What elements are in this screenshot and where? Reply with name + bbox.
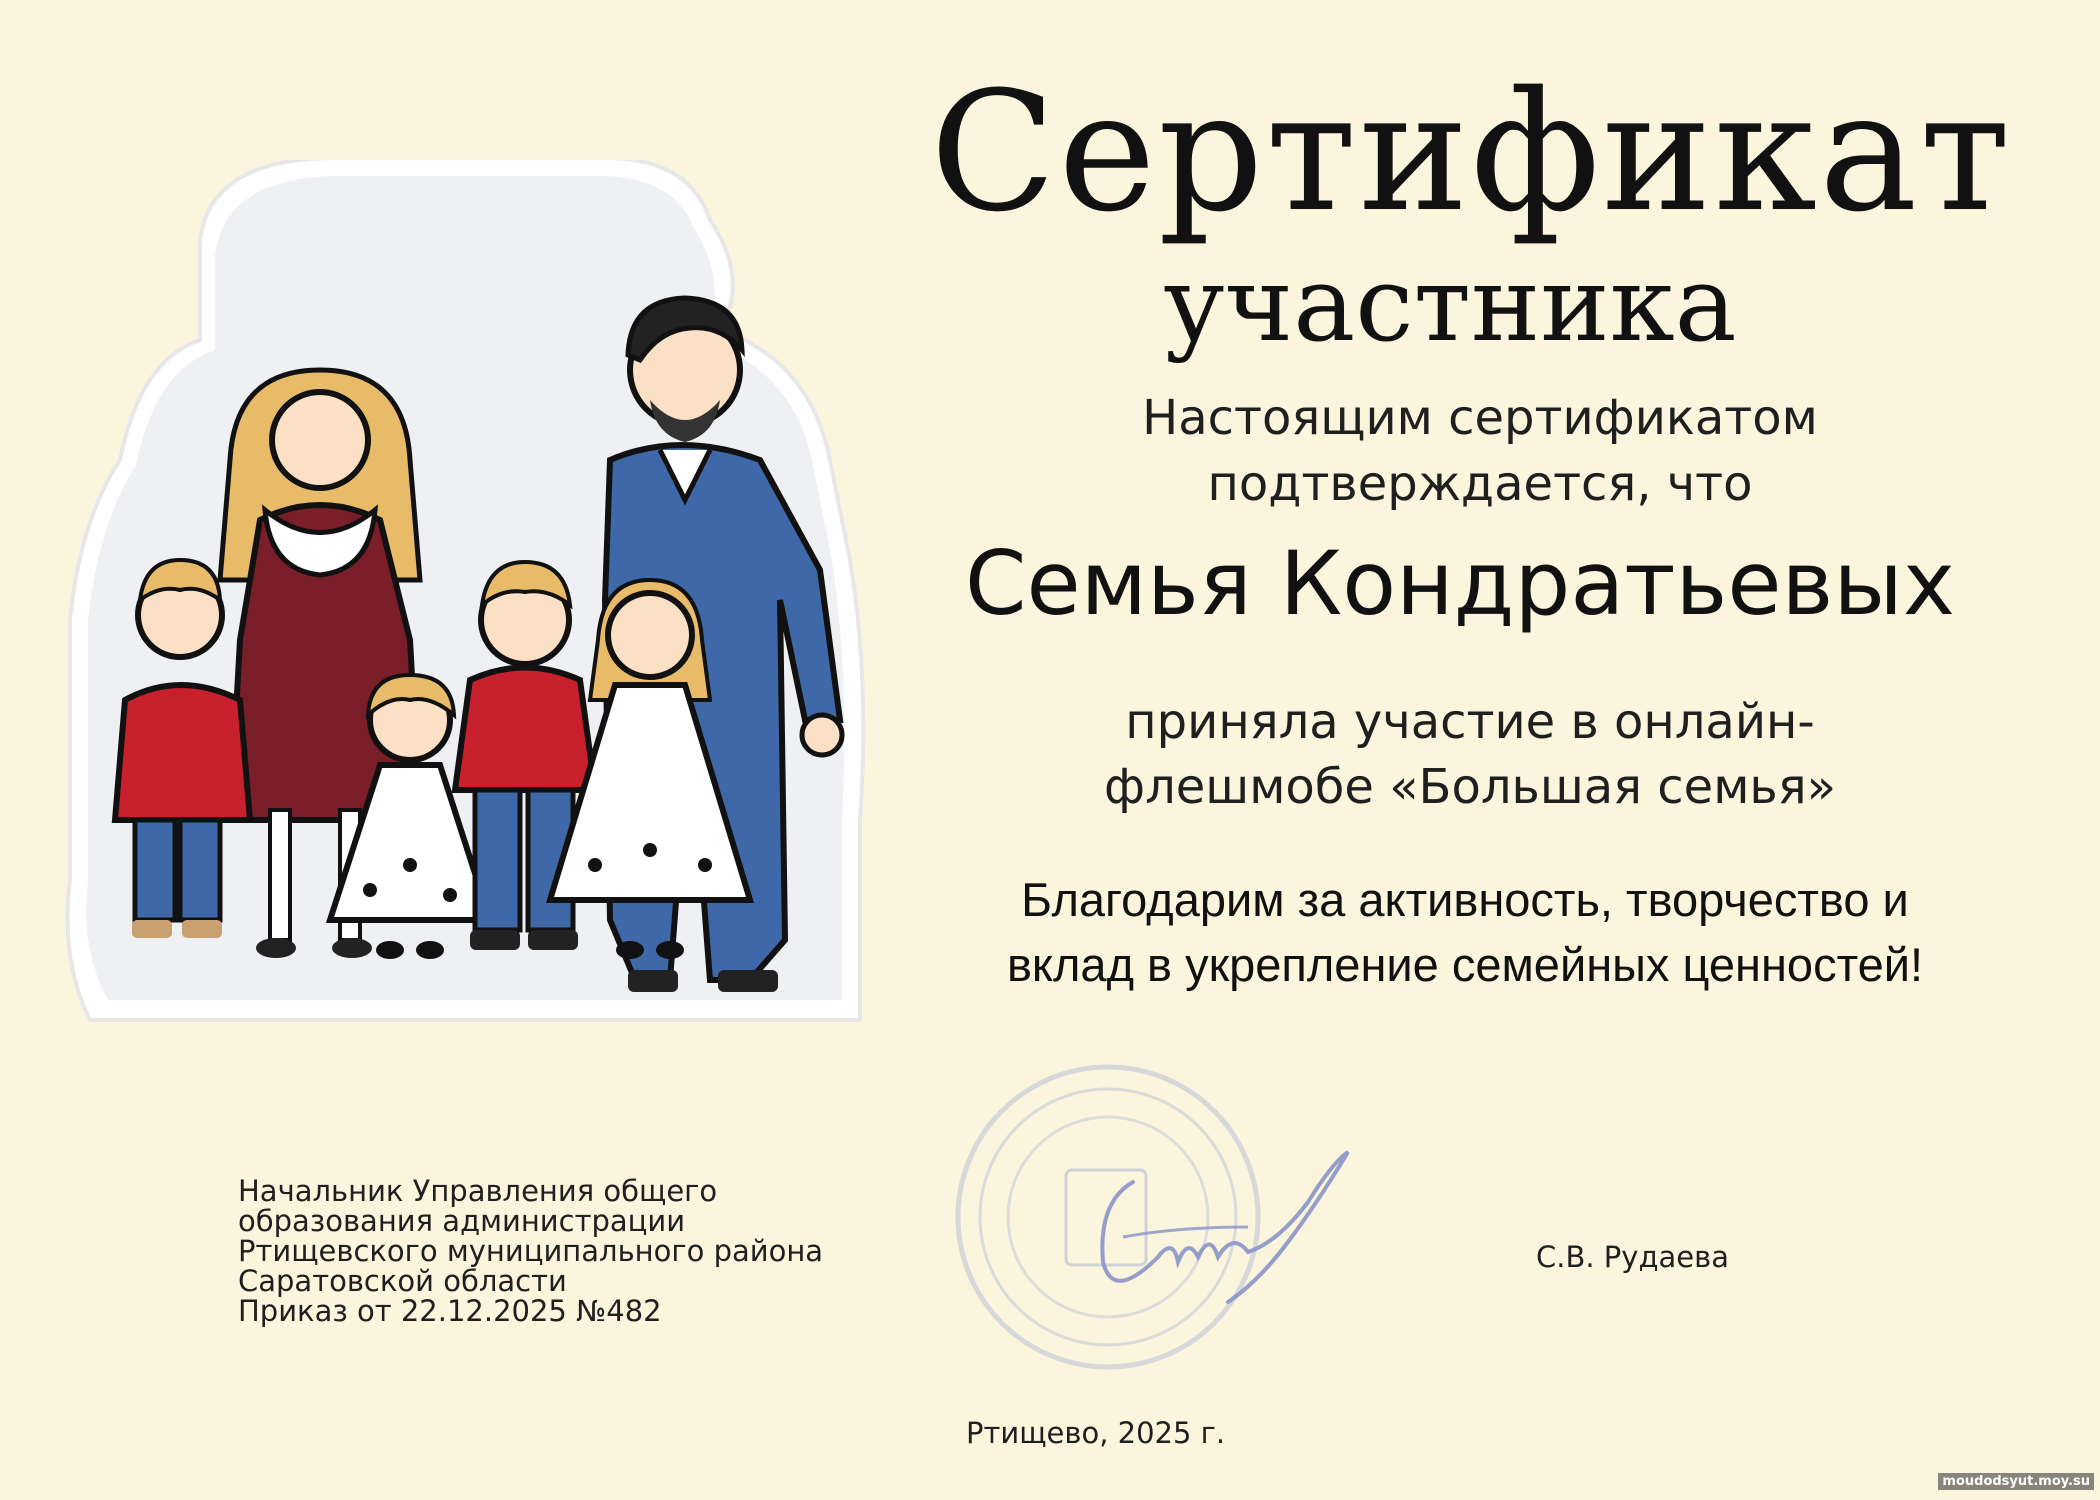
- intro-text: [990, 385, 1970, 517]
- signer-line-5: Приказ от 22.12.2025 №482: [238, 1294, 662, 1328]
- event-text: [960, 690, 1980, 820]
- thanks-text: [920, 867, 2010, 997]
- event-line-2: флешмобе «Большая семья»: [1104, 759, 1836, 815]
- signer-line-3: Ртищевского муниципального района: [238, 1234, 824, 1268]
- signer-line-1: Начальник Управления общего: [238, 1174, 718, 1208]
- recipient-name: Семья Кондратьевых: [965, 532, 1955, 635]
- official-seal-icon: [948, 1052, 1418, 1402]
- event-line-1: приняла участие в онлайн-: [1125, 694, 1815, 750]
- intro-line-2: подтверждается, что: [1207, 456, 1753, 512]
- thanks-line-2: вклад в укрепление семейных ценностей!: [1006, 938, 1924, 991]
- family-illustration-icon: [50, 160, 930, 1060]
- signer-block: [238, 1176, 878, 1326]
- intro-line-1: Настоящим сертификатом: [1142, 390, 1818, 446]
- signer-line-4: Саратовской области: [238, 1264, 567, 1298]
- signer-line-2: образования администрации: [238, 1204, 686, 1238]
- signer-name: С.В. Рудаева: [1536, 1240, 1729, 1274]
- thanks-line-1: Благодарим за активность, творчество и: [1021, 873, 1909, 926]
- certificate-subtitle: участника: [1163, 243, 1737, 365]
- certificate-title: Сертификат: [930, 56, 2013, 248]
- city-year: Ртищево, 2025 г.: [966, 1416, 1226, 1450]
- site-watermark: moudodsyut.moy.su: [1938, 1473, 2094, 1490]
